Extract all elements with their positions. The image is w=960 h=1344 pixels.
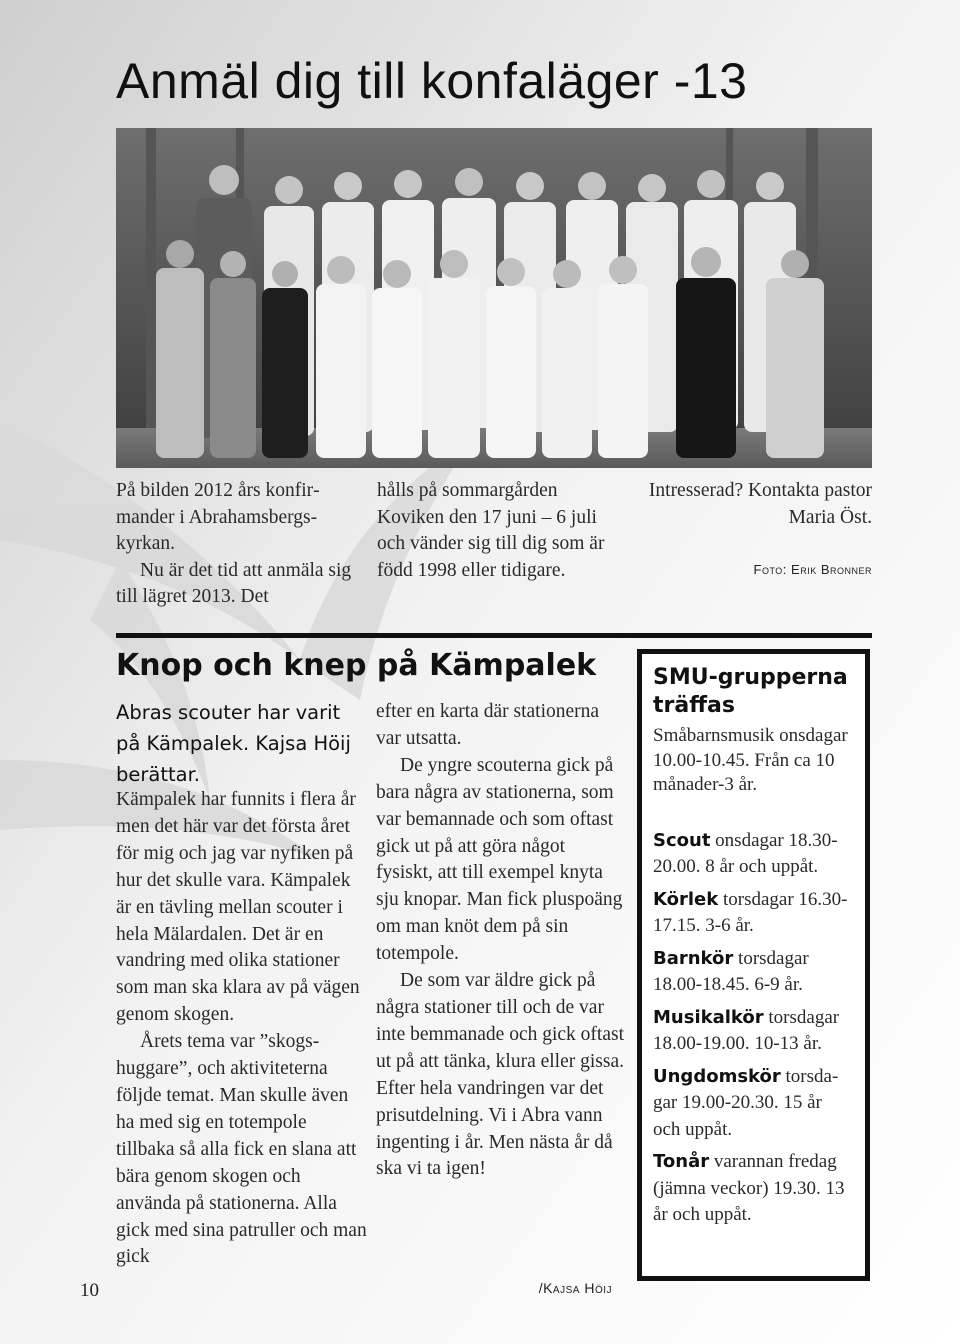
caption-paragraph: Intresserad? Kontakta pastor Maria Öst. (648, 480, 872, 528)
article-title: Knop och knep på Kämpalek (116, 648, 597, 683)
article-paragraph: De yngre scouterna gick på bara några av stationerna, som var bemannade och som oftast gick ut på att göra något fysiskt, att till exempel knyta sju knopar. Man fick pluspoäng om man knöt dem på sin totempole. (376, 754, 623, 965)
page-title: Anmäl dig till konfaläger -13 (116, 53, 748, 109)
article-paragraph: De som var äldre gick på några stationer till och de var inte bemmanade och gick oftast ut på att tänka, klura eller gissa. Efter hela vandringen var det prisutdelning. Vi i Abra vann ingenting i år. Men nästa år då ska vi ta igen! (376, 970, 624, 1180)
group-name: Scout (653, 829, 711, 851)
group-name: Ungdomskör (653, 1065, 781, 1087)
group-name: Musikalkör (653, 1006, 764, 1028)
group-details: varannan fredag (jämna veckor) 19.30. 13 år och uppåt. (653, 1151, 845, 1225)
group-photo-image (116, 128, 872, 468)
page-number: 10 (80, 1280, 99, 1301)
group-details: torsdagar 18.00-19.00. 10-13 år. (653, 1006, 840, 1054)
group-name: Körlek (653, 888, 719, 910)
schedule-item (653, 946, 853, 999)
group-details: torsdagar 18.00-18.45. 6-9 år. (653, 947, 809, 995)
schedule-item (653, 1005, 853, 1058)
caption-paragraph: hålls på sommargården Koviken den 17 juni – 6 juli och vänder sig till dig som är född 1998 eller tidigare. (377, 480, 605, 581)
article-column-2 (376, 699, 626, 1183)
sidebar-title: SMU-grupperna träffas (653, 665, 848, 718)
schedule-item (653, 828, 853, 881)
schedule-item (653, 1149, 853, 1229)
schedule-item (653, 1064, 853, 1144)
caption-paragraph: Nu är det tid att anmäla sig till lägret 2013. Det (116, 559, 352, 607)
caption-paragraph: På bilden 2012 års konfirmander i Abrahamsbergskyrkan. (116, 480, 320, 554)
schedule-item (653, 887, 853, 940)
sidebar-intro: Småbarnsmusik onsdagar 10.00-10.45. Från ca 10 månader-3 år. (653, 725, 848, 795)
article-byline: /Kajsa Höij (538, 1280, 612, 1296)
group-photo (116, 128, 872, 468)
section-divider (116, 633, 872, 638)
group-name: Barnkör (653, 947, 734, 969)
photo-caption-col3 (634, 478, 872, 531)
smu-sidebar (637, 649, 870, 1281)
group-details: torsdagar 19.00-20.30. 15 år och uppåt. (653, 1065, 839, 1140)
photo-credit: Foto: Erik Bronner (753, 562, 872, 577)
schedule-list (653, 828, 853, 1229)
group-name: Tonår (653, 1151, 710, 1172)
group-details: onsdagar 18.30-20.00. 8 år och uppåt. (653, 829, 838, 877)
group-details: torsdagar 16.30-17.15. 3-6 år. (653, 888, 848, 936)
article-paragraph: efter en karta där stationerna var utsatta. (376, 701, 600, 749)
article-lead: Abras scouter har varit på Kämpalek. Kajsa Höij berättar. (116, 701, 351, 786)
article-paragraph: Kämpalek har funnits i flera år men det här var det första året för mig och jag var nyfiken på hur det skulle vara. Kämpalek är en tävling mellan scouter i hela Mälardalen. Det är en vandring med olika stationer som man ska klara av på vägen genom skogen. (116, 789, 360, 1026)
photo-caption-col1 (116, 478, 352, 611)
article-column-1 (116, 787, 368, 1271)
article-paragraph: Årets tema var ”skogshuggare”, och aktiviteterna följde temat. Man skulle även ha med sig en totempole tillbaka så alla fick en slana att bära genom skogen och använda på stationerna. Alla gick med sina patruller och man gick (116, 1031, 367, 1268)
photo-caption-col2 (377, 478, 607, 584)
